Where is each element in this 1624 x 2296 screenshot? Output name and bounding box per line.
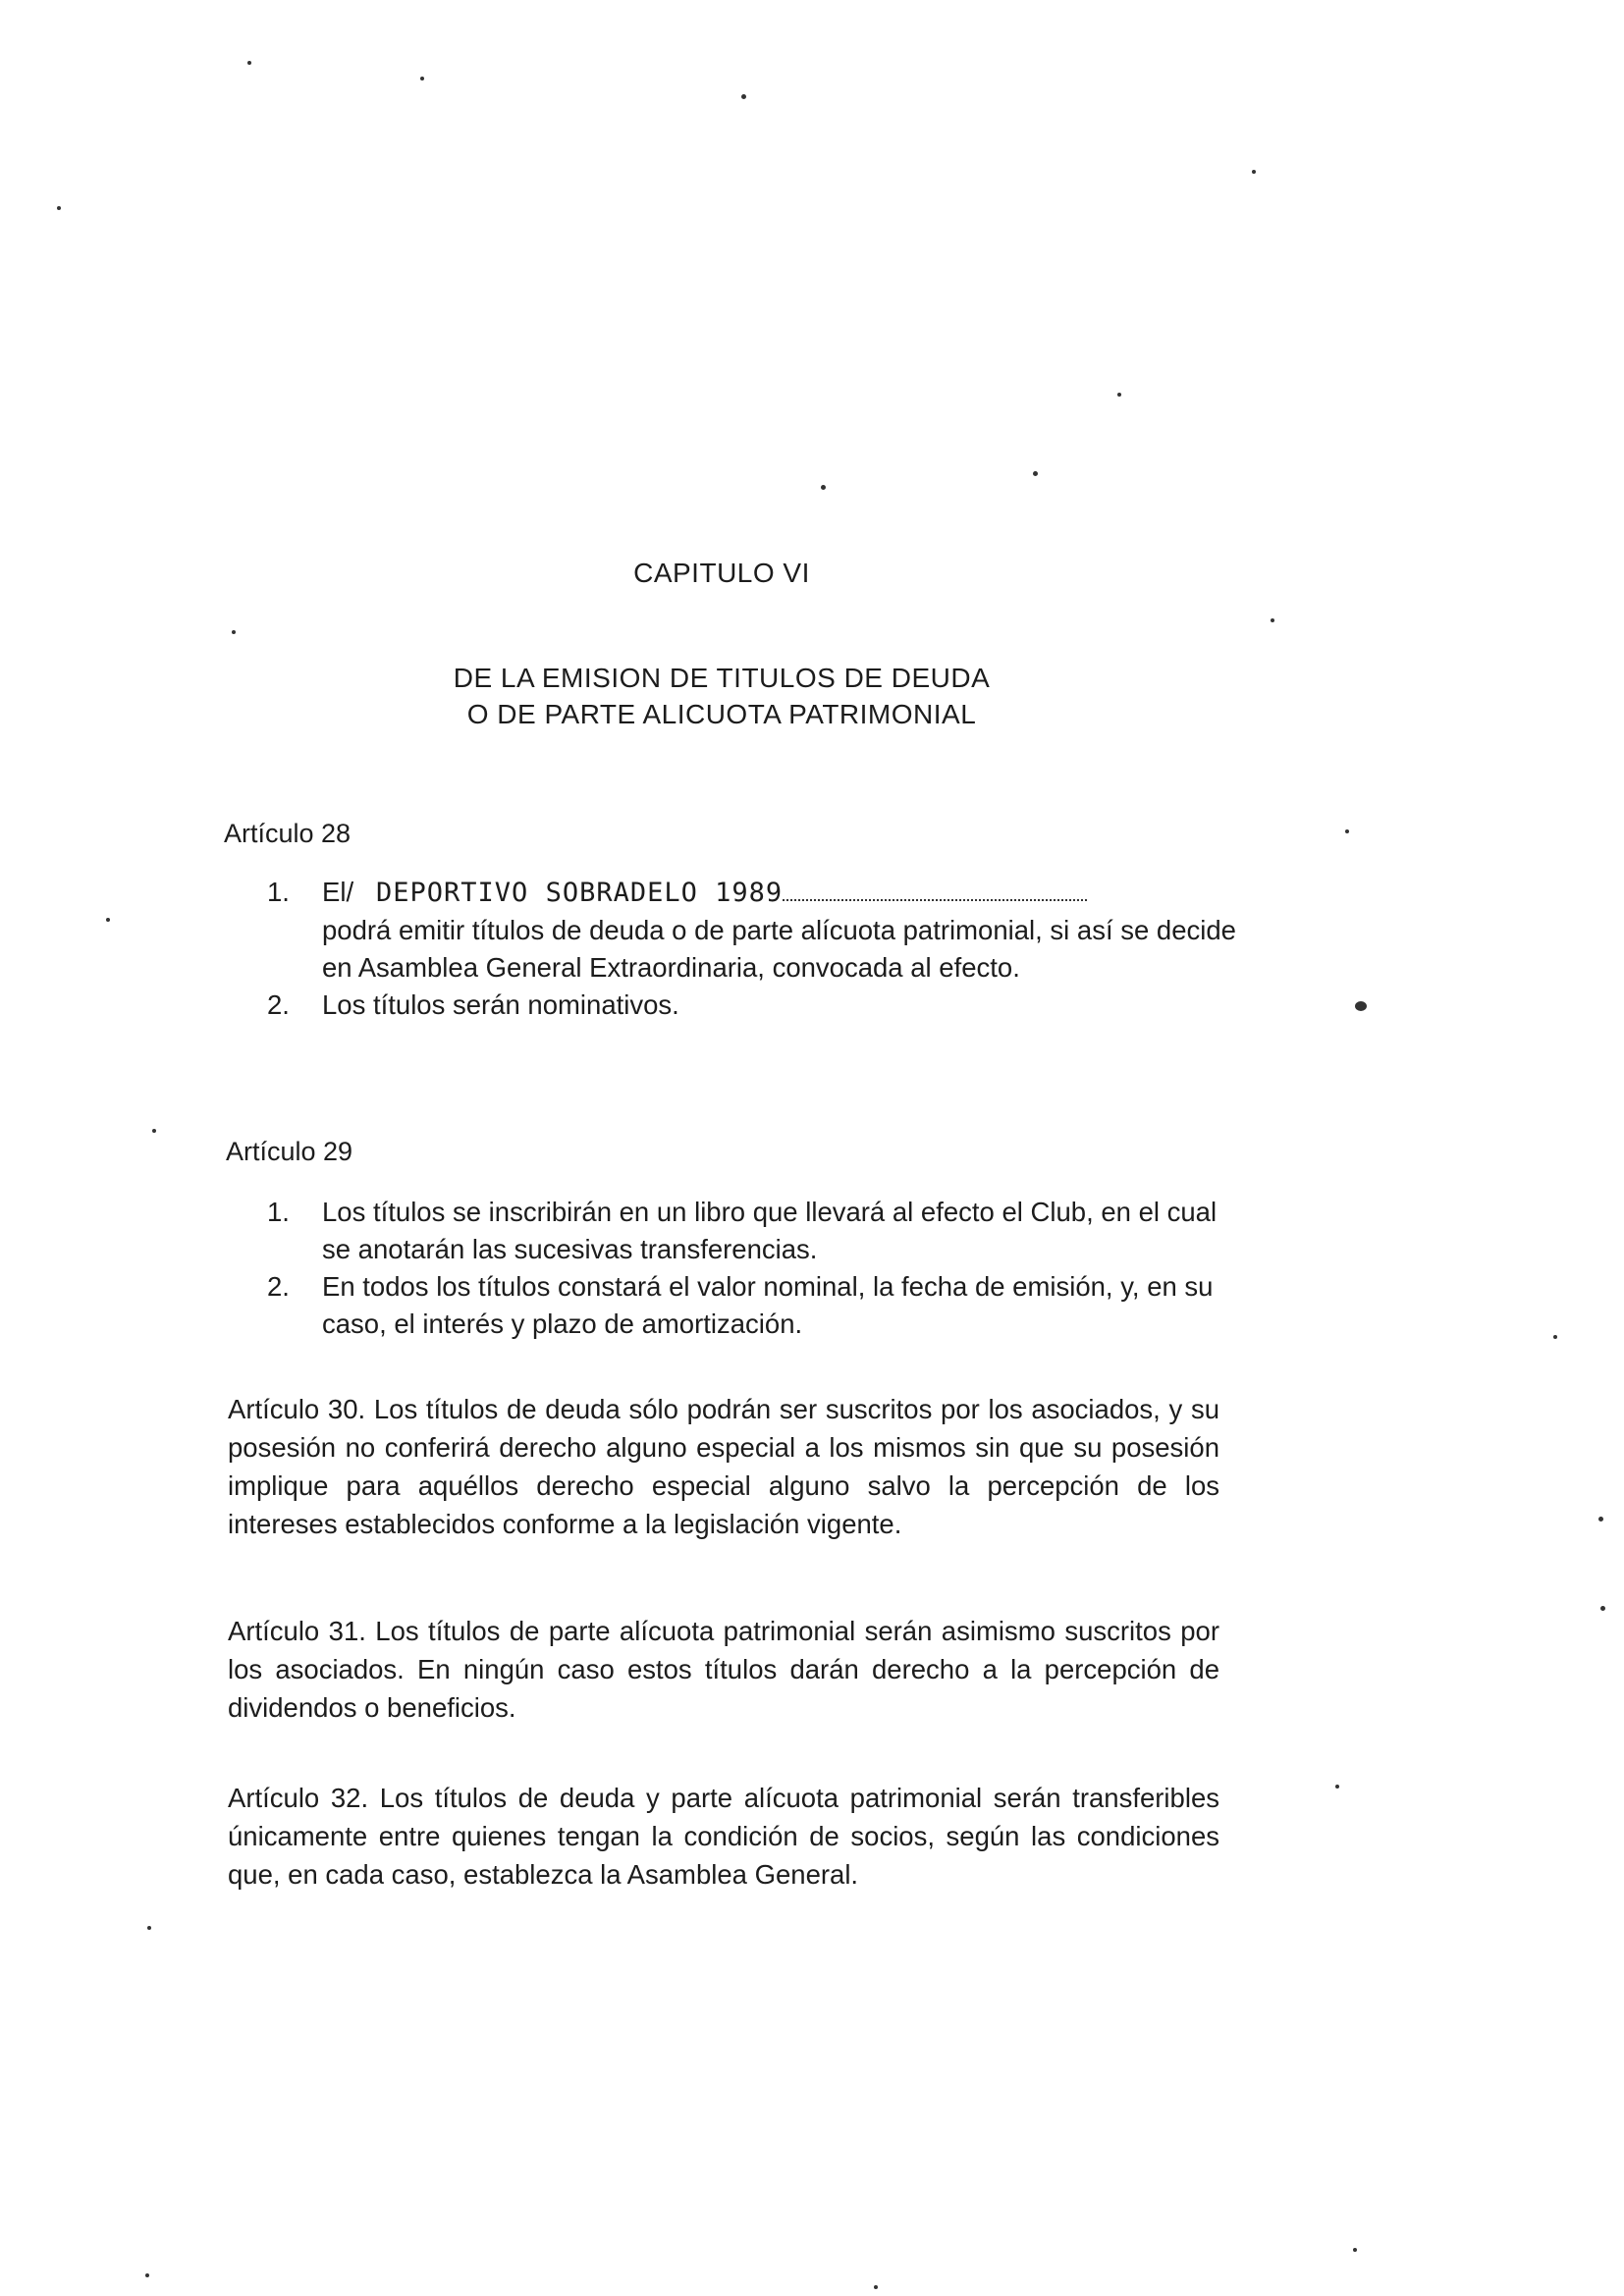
article-31-label: Artículo 31.: [228, 1616, 366, 1646]
club-prefix: El/: [322, 877, 354, 907]
scan-speck: [1600, 1606, 1605, 1611]
article-29-heading: Artículo 29: [226, 1137, 353, 1166]
chapter-heading: CAPITULO VI: [633, 558, 810, 588]
chapter-title-line-1: DE LA EMISION DE TITULOS DE DEUDA: [453, 663, 991, 693]
club-name: DEPORTIVO SOBRADELO 1989: [376, 878, 784, 908]
scan-speck: [874, 2285, 878, 2289]
scan-speck: [1355, 1001, 1367, 1011]
article-28-heading: Artículo 28: [224, 819, 352, 848]
scan-speck: [232, 630, 236, 634]
article-30-label: Artículo 30.: [228, 1394, 366, 1424]
item-number: 1.: [267, 877, 290, 907]
item-number: 1.: [267, 1197, 290, 1227]
article-29-item-2: [267, 1268, 1249, 1343]
article-30-text: Los títulos de deuda sólo podrán ser suscritos por los asociados, y su posesión no conferirá derecho alguno especial a los mismos sin que su posesión implique para aquéllos derecho especial alguno salvo la percepción de los intereses establecidos conforme a la legislación vigente.: [228, 1394, 1219, 1539]
scan-speck: [1353, 2248, 1357, 2252]
scan-speck: [147, 1926, 151, 1930]
article-29-list: [267, 1194, 1249, 1343]
scan-speck: [1117, 393, 1121, 397]
article-32-text: Los títulos de deuda y parte alícuota patrimonial serán transferibles únicamente entre quienes tengan la condición de socios, según las condiciones que, en cada caso, establezca la Asamblea General.: [228, 1783, 1219, 1890]
article-28-item-2: [267, 987, 1249, 1024]
scan-speck: [1553, 1335, 1557, 1339]
article-28-item-1: [267, 874, 1249, 987]
item-text: Los títulos se inscribirán en un libro que llevará al efecto el Club, en el cual se anotarán las sucesivas transferencias.: [322, 1197, 1218, 1264]
article-29-item-1: [267, 1194, 1249, 1268]
item-number: 2.: [267, 989, 290, 1020]
scan-speck: [1598, 1517, 1603, 1522]
scan-speck: [420, 77, 424, 80]
chapter-title-line-2: O DE PARTE ALICUOTA PATRIMONIAL: [466, 699, 977, 729]
scan-speck: [145, 2273, 149, 2277]
scan-speck: [106, 918, 110, 922]
scan-speck: [1345, 829, 1349, 833]
article-28-list: [267, 874, 1249, 1024]
scan-speck: [247, 61, 251, 65]
article-30: [228, 1390, 1219, 1543]
chapter-title: [0, 660, 1443, 732]
scan-speck: [1252, 170, 1256, 174]
scan-speck: [821, 485, 826, 490]
scan-speck: [741, 94, 746, 99]
item-number: 2.: [267, 1271, 290, 1302]
scan-speck: [57, 206, 61, 210]
item-text: En todos los títulos constará el valor nominal, la fecha de emisión, y, en su caso, el interés y plazo de amortización.: [322, 1271, 1214, 1339]
scan-speck: [1271, 618, 1274, 622]
scan-speck: [1335, 1785, 1339, 1789]
fill-in-line: [783, 898, 1087, 901]
item-text: Los títulos serán nominativos.: [322, 989, 679, 1020]
item-text: podrá emitir títulos de deuda o de parte alícuota patrimonial, si así se decide en Asamblea General Extraordinaria, convocada al efecto.: [322, 915, 1236, 983]
article-31-text: Los títulos de parte alícuota patrimonial serán asimismo suscritos por los asociados. En ningún caso estos títulos darán derecho a la percepción de dividendos o beneficios.: [228, 1616, 1219, 1723]
scan-speck: [1033, 471, 1038, 476]
article-31: [228, 1612, 1219, 1727]
scan-speck: [152, 1129, 156, 1133]
article-32-label: Artículo 32.: [228, 1783, 369, 1813]
article-32: [228, 1779, 1219, 1894]
